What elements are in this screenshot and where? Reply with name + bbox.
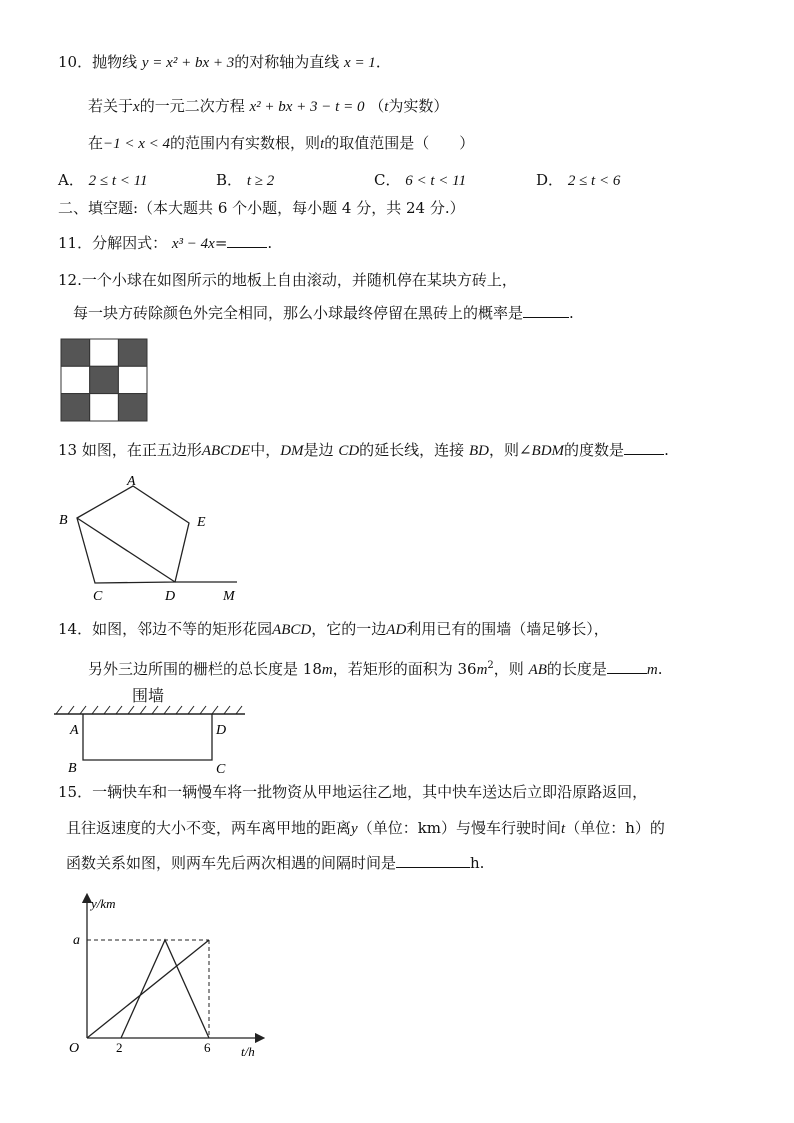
label-a: A: [70, 723, 79, 738]
q14-text: .: [657, 660, 663, 678]
q15-text: h.: [470, 854, 485, 872]
q10-var: t: [384, 99, 389, 115]
q13-text: ，则: [488, 441, 519, 459]
q13-angle: ∠BDM: [518, 443, 565, 459]
q15-answer-blank[interactable]: [396, 853, 470, 868]
q10-parabola: y = x² + bx + 3: [141, 55, 235, 71]
label-b: B: [68, 761, 77, 776]
tile-black: [61, 339, 90, 366]
q12-line2: [73, 303, 574, 323]
q10-equation: x² + bx + 3 − t = 0: [249, 99, 365, 115]
q10-option-c[interactable]: [374, 170, 466, 191]
option-label: B．: [216, 171, 243, 189]
tile-white: [118, 366, 147, 393]
q15-text: （单位：h）的: [565, 819, 665, 837]
label-e: E: [197, 515, 206, 530]
y-axis-label: y/km: [91, 896, 116, 911]
q13-var: BD: [468, 443, 489, 459]
q14-exponent: 2: [487, 660, 494, 671]
tile-white: [90, 339, 119, 366]
slow-car-line: [87, 940, 209, 1038]
q13-line: [58, 440, 669, 461]
q15-distance-time-graph: [55, 892, 275, 1062]
q11-text: 分解因式：: [92, 234, 168, 252]
q15-line2: [66, 818, 665, 839]
q10-line1: [58, 52, 391, 73]
label-m: M: [223, 589, 235, 604]
q15-var: t: [561, 821, 566, 837]
option-label: D．: [536, 171, 564, 189]
q13-text: 是边: [303, 441, 334, 459]
q13-text: 13 如图，在正五边形: [58, 441, 202, 459]
label-b: B: [59, 513, 68, 528]
q14-var: AD: [386, 622, 407, 638]
q12-tile-grid: [60, 338, 148, 422]
q15-var: y: [351, 821, 358, 837]
q10-axis: x = 1: [344, 55, 376, 71]
q12-answer-blank[interactable]: [523, 303, 569, 318]
q11-expression: x³ − 4x: [171, 236, 215, 252]
q10-var: t: [320, 136, 325, 152]
q12-text: .: [569, 304, 574, 322]
q15-line3: [66, 853, 484, 873]
q13-var: DM: [280, 443, 304, 459]
q14-text: 的长度是: [546, 660, 607, 678]
q14-text: ，则: [493, 660, 524, 678]
q10-number: 10．: [58, 53, 93, 71]
q14-unit: m: [321, 662, 333, 678]
q14-text: 另外三边所围的栅栏的总长度是 18: [88, 660, 322, 678]
q10-text: 的范围内有实数根，则: [170, 134, 321, 152]
q15-line1: 15．一辆快车和一辆慢车将一批物资从甲地运往乙地，其中快车送达后立即沿原路返回，: [58, 783, 648, 801]
q13-text: 的度数是: [564, 441, 625, 459]
q13-var: CD: [338, 443, 360, 459]
q10-text: 抛物线: [92, 53, 138, 71]
tick-2-label: 2: [116, 1040, 123, 1055]
q14-answer-blank[interactable]: [607, 659, 647, 674]
q15-text: 且往返速度的大小不变，两车离甲地的距离: [66, 819, 352, 837]
option-text: t ≥ 2: [246, 173, 275, 189]
q10-var: x: [133, 99, 140, 115]
q10-text: 为实数）: [388, 97, 449, 115]
q10-option-a[interactable]: [58, 170, 148, 191]
q14-var: ABCD: [272, 622, 312, 638]
option-label: A．: [58, 171, 84, 189]
option-label: C．: [374, 171, 401, 189]
label-d: D: [216, 723, 227, 738]
tile-black: [118, 339, 147, 366]
q14-unit: m: [646, 662, 658, 678]
q10-text: 若关于: [88, 97, 134, 115]
tick-6-label: 6: [204, 1040, 211, 1055]
q13-answer-blank[interactable]: [624, 440, 664, 455]
q10-text: ．: [375, 53, 391, 71]
q13-text: 的延长线，连接: [359, 441, 465, 459]
label-c: C: [93, 589, 103, 604]
tile-white: [90, 394, 119, 421]
wall-hatching: [56, 706, 242, 714]
q10-text: （: [369, 97, 385, 115]
label-d: D: [165, 589, 176, 604]
q10-text: 的对称轴为直线: [234, 53, 340, 71]
q11-text: .: [267, 234, 273, 252]
fence: [83, 714, 212, 760]
option-text: 2 ≤ t < 11: [88, 173, 148, 189]
tile-black: [90, 366, 119, 393]
q10-range: −1 < x < 4: [103, 136, 171, 152]
option-text: 6 < t < 11: [405, 173, 467, 189]
q14-line2: [88, 656, 663, 680]
q14-text: ，若矩形的面积为 36: [332, 660, 477, 678]
q12-line1: 12.一个小球在如图所示的地板上自由滚动，并随机停在某块方砖上，: [58, 271, 517, 289]
tile-black: [61, 394, 90, 421]
origin-label: O: [69, 1041, 80, 1056]
q13-text: .: [664, 441, 669, 459]
q12-text: 每一块方砖除颜色外完全相同，那么小球最终停留在黑砖上的概率是: [73, 304, 524, 322]
q13-pentagon-figure: [55, 470, 255, 605]
q11-text: =: [214, 234, 228, 252]
q13-var: ABCDE: [201, 443, 251, 459]
pentagon: [77, 486, 189, 583]
tile-white: [61, 366, 90, 393]
q10-text: 的一元二次方程: [139, 97, 245, 115]
q10-text: 的取值范围是（ ）: [324, 134, 475, 152]
label-a: A: [127, 474, 136, 489]
q11: [58, 233, 272, 254]
q13-text: 中，: [250, 441, 281, 459]
q14-text: ，它的一边: [311, 620, 387, 638]
q11-answer-blank[interactable]: [227, 233, 267, 248]
q14-wall-label: 围墙: [132, 686, 165, 705]
section-heading: 二、填空题:（本大题共 6 个小题，每小题 4 分，共 24 分.）: [58, 199, 465, 217]
q14-garden-figure: [50, 700, 250, 778]
x-axis-label: t/h: [241, 1044, 255, 1059]
q14-line1: [58, 619, 609, 640]
q15-text: 函数关系如图，则两车先后两次相遇的间隔时间是: [66, 854, 397, 872]
q11-number: 11．: [58, 234, 93, 252]
q10-option-d[interactable]: [536, 170, 620, 191]
fast-car-line: [121, 940, 209, 1038]
q15-text: （单位：km）与慢车行驶时间: [357, 819, 562, 837]
q14-text: 14．如图，邻边不等的矩形花园: [58, 620, 273, 638]
q10-line3: [88, 133, 474, 154]
a-label: a: [73, 933, 80, 948]
q10-option-b[interactable]: [216, 170, 274, 191]
q10-line2: [88, 96, 448, 117]
q14-var: AB: [528, 662, 547, 678]
tile-black: [118, 394, 147, 421]
q10-text: 在: [88, 134, 104, 152]
option-text: 2 ≤ t < 6: [567, 173, 621, 189]
q14-unit: m: [476, 662, 488, 678]
q14-text: 利用已有的围墙（墙足够长），: [406, 620, 609, 638]
label-c: C: [216, 762, 226, 777]
